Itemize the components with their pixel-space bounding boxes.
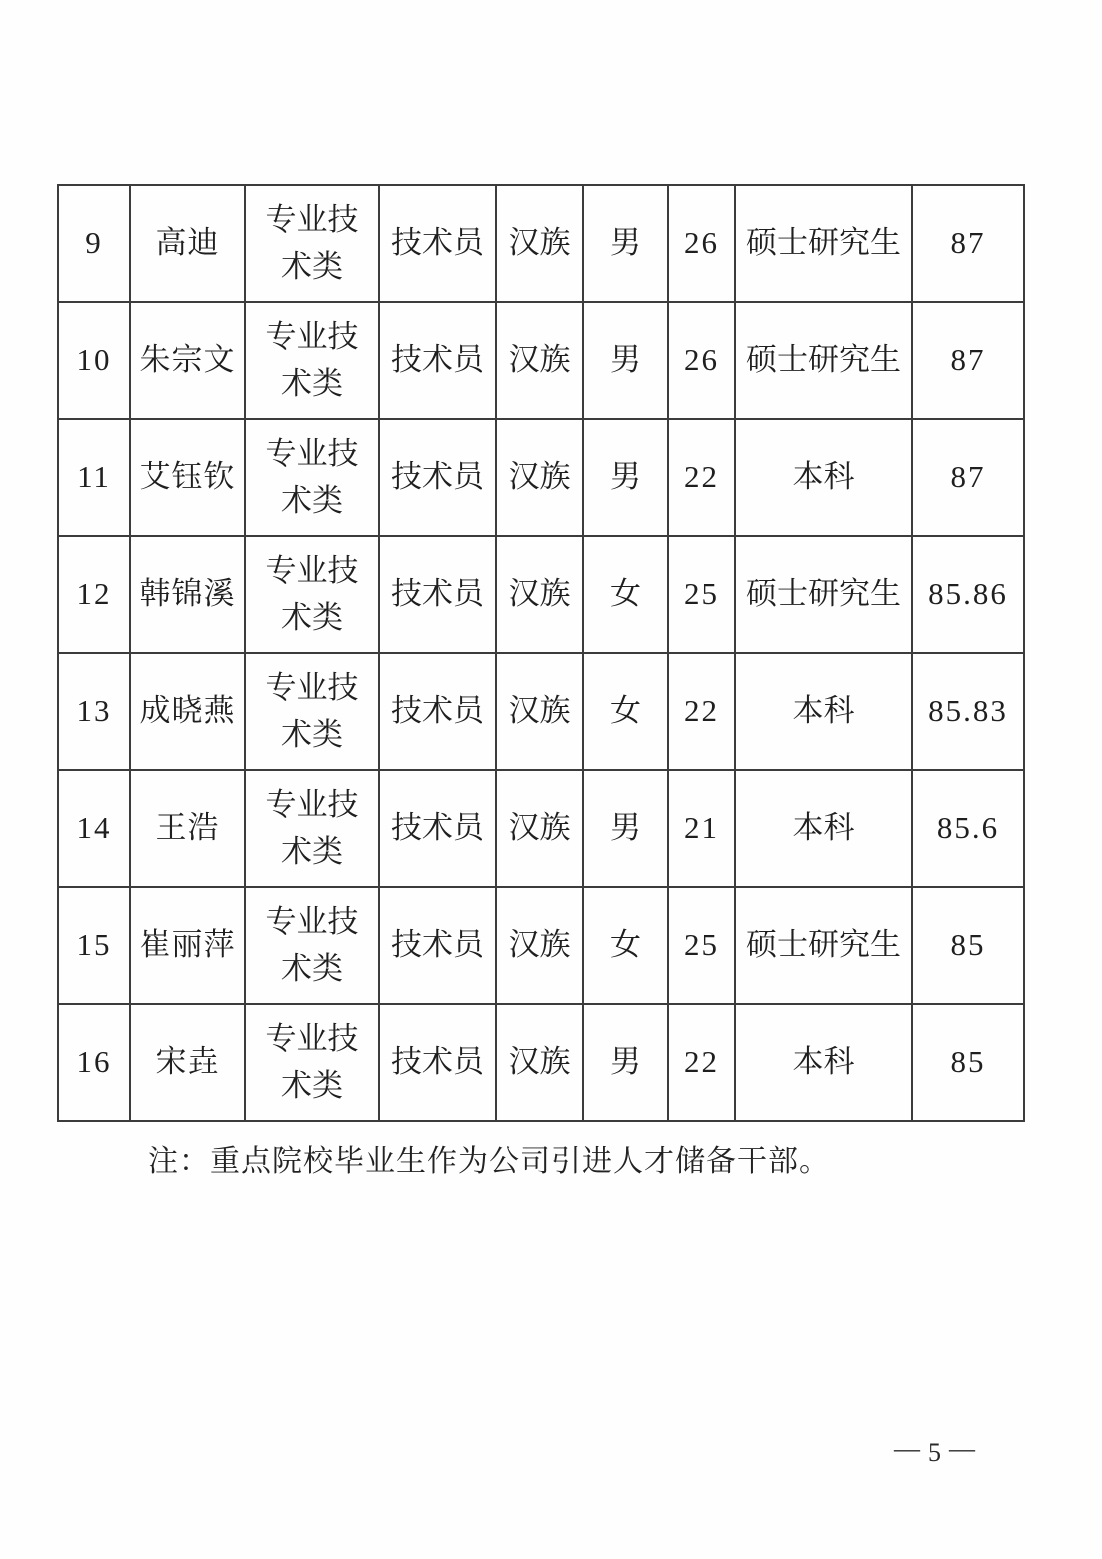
position-cell: 技术员 <box>379 536 496 653</box>
gender-cell: 女 <box>583 653 668 770</box>
index-cell: 13 <box>58 653 130 770</box>
ethnicity-cell: 汉族 <box>496 419 583 536</box>
page-number-value: 5 <box>928 1438 941 1467</box>
gender-cell: 男 <box>583 302 668 419</box>
position-cell: 技术员 <box>379 185 496 302</box>
index-cell: 10 <box>58 302 130 419</box>
category-cell: 专业技术类 <box>245 185 379 302</box>
position-cell: 技术员 <box>379 770 496 887</box>
position-cell: 技术员 <box>379 302 496 419</box>
name-cell: 成晓燕 <box>130 653 245 770</box>
footnote: 注：重点院校毕业生作为公司引进人才储备干部。 <box>148 1145 830 1178</box>
index-cell: 9 <box>58 185 130 302</box>
age-cell: 26 <box>668 185 735 302</box>
gender-cell: 男 <box>583 1004 668 1121</box>
score-cell: 87 <box>912 185 1024 302</box>
name-cell: 崔丽萍 <box>130 887 245 1004</box>
score-cell: 87 <box>912 419 1024 536</box>
gender-cell: 男 <box>583 185 668 302</box>
personnel-table <box>57 184 1025 1122</box>
age-cell: 22 <box>668 1004 735 1121</box>
education-cell: 本科 <box>735 1004 912 1121</box>
index-cell: 14 <box>58 770 130 887</box>
table-row <box>58 887 1024 1004</box>
table-row <box>58 770 1024 887</box>
page-number-dash-left: — <box>894 1434 920 1463</box>
score-cell: 85.86 <box>912 536 1024 653</box>
education-cell: 硕士研究生 <box>735 536 912 653</box>
ethnicity-cell: 汉族 <box>496 887 583 1004</box>
education-cell: 硕士研究生 <box>735 302 912 419</box>
position-cell: 技术员 <box>379 419 496 536</box>
position-cell: 技术员 <box>379 1004 496 1121</box>
age-cell: 25 <box>668 536 735 653</box>
ethnicity-cell: 汉族 <box>496 536 583 653</box>
score-cell: 85.6 <box>912 770 1024 887</box>
name-cell: 朱宗文 <box>130 302 245 419</box>
education-cell: 硕士研究生 <box>735 887 912 1004</box>
gender-cell: 女 <box>583 887 668 1004</box>
page-number <box>886 1434 983 1468</box>
ethnicity-cell: 汉族 <box>496 653 583 770</box>
ethnicity-cell: 汉族 <box>496 770 583 887</box>
education-cell: 硕士研究生 <box>735 185 912 302</box>
position-cell: 技术员 <box>379 653 496 770</box>
ethnicity-cell: 汉族 <box>496 302 583 419</box>
gender-cell: 男 <box>583 770 668 887</box>
category-cell: 专业技术类 <box>245 887 379 1004</box>
score-cell: 85 <box>912 1004 1024 1121</box>
gender-cell: 女 <box>583 536 668 653</box>
name-cell: 艾钰钦 <box>130 419 245 536</box>
age-cell: 22 <box>668 419 735 536</box>
ethnicity-cell: 汉族 <box>496 1004 583 1121</box>
name-cell: 宋垚 <box>130 1004 245 1121</box>
table-row <box>58 185 1024 302</box>
category-cell: 专业技术类 <box>245 302 379 419</box>
category-cell: 专业技术类 <box>245 770 379 887</box>
ethnicity-cell: 汉族 <box>496 185 583 302</box>
education-cell: 本科 <box>735 770 912 887</box>
category-cell: 专业技术类 <box>245 653 379 770</box>
education-cell: 本科 <box>735 419 912 536</box>
age-cell: 21 <box>668 770 735 887</box>
index-cell: 11 <box>58 419 130 536</box>
age-cell: 26 <box>668 302 735 419</box>
age-cell: 22 <box>668 653 735 770</box>
table-row <box>58 536 1024 653</box>
index-cell: 12 <box>58 536 130 653</box>
category-cell: 专业技术类 <box>245 1004 379 1121</box>
page-number-dash-right: — <box>949 1434 975 1463</box>
table-row <box>58 302 1024 419</box>
name-cell: 王浩 <box>130 770 245 887</box>
index-cell: 15 <box>58 887 130 1004</box>
table-row <box>58 419 1024 536</box>
table-row <box>58 653 1024 770</box>
category-cell: 专业技术类 <box>245 536 379 653</box>
index-cell: 16 <box>58 1004 130 1121</box>
score-cell: 87 <box>912 302 1024 419</box>
name-cell: 高迪 <box>130 185 245 302</box>
education-cell: 本科 <box>735 653 912 770</box>
table-row <box>58 1004 1024 1121</box>
name-cell: 韩锦溪 <box>130 536 245 653</box>
position-cell: 技术员 <box>379 887 496 1004</box>
gender-cell: 男 <box>583 419 668 536</box>
score-cell: 85.83 <box>912 653 1024 770</box>
score-cell: 85 <box>912 887 1024 1004</box>
category-cell: 专业技术类 <box>245 419 379 536</box>
age-cell: 25 <box>668 887 735 1004</box>
